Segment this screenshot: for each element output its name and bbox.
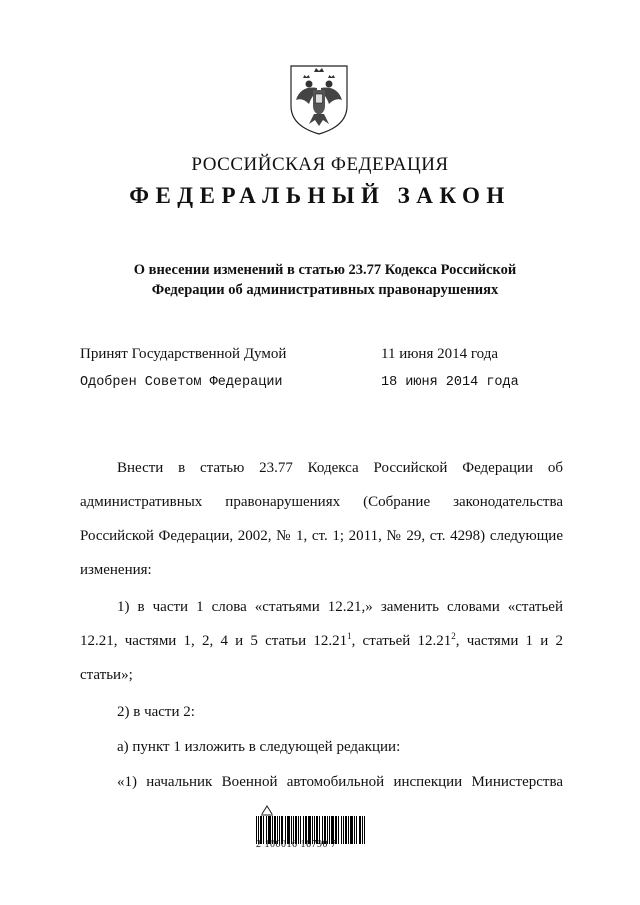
- item-1-text-c: , частями 1 и 2: [455, 633, 563, 649]
- coat-of-arms-emblem: [287, 62, 351, 136]
- law-subject-title: [80, 260, 570, 300]
- duma-label: Принят Государственной Думой: [80, 346, 287, 362]
- country-heading: РОССИЙСКАЯ ФЕДЕРАЦИЯ: [191, 154, 449, 175]
- item-2a-text: а) пункт 1 изложить в следующей редакции:: [117, 739, 401, 755]
- item-2-heading: 2) в части 2:: [117, 704, 195, 720]
- barcode-bar: [338, 816, 339, 844]
- barcode-bar: [362, 816, 363, 844]
- barcode-bar: [350, 816, 353, 844]
- item-1-superscript-1: 1: [347, 631, 352, 641]
- intro-line-1: Внести в статью 23.77 Кодекса Российской Федерации об: [117, 460, 563, 476]
- registry-mark-icon: [260, 804, 274, 816]
- item-1-superscript-2: 2: [451, 631, 456, 641]
- barcode-bar: [348, 816, 349, 844]
- document-type-heading: ФЕДЕРАЛЬНЫЙ ЗАКОН: [129, 183, 511, 208]
- duma-date: 11 июня 2014 года: [381, 346, 498, 362]
- barcode-number: 2 100016 16790 7: [256, 839, 337, 850]
- item-1-line-1: 1) в части 1 слова «статьями 12.21,» заменить словами «статьей: [117, 599, 563, 615]
- council-label: Одобрен Советом Федерации: [80, 375, 283, 390]
- item-1-line-3: статьи»;: [80, 667, 133, 683]
- law-subject-line-2: Федерации об административных правонарушениях: [151, 282, 499, 298]
- intro-line-3: Российской Федерации, 2002, № 1, ст. 1; 2011, № 29, ст. 4298) следующие: [80, 528, 563, 544]
- item-1-text-b: , статьей 12.21: [351, 633, 452, 649]
- law-subject-line-1: О внесении изменений в статью 23.77 Кодекса Российской: [133, 262, 517, 278]
- item-2a-quote: «1) начальник Военной автомобильной инспекции Министерства: [117, 774, 563, 790]
- item-1-text-a: 12.21, частями 1, 2, 4 и 5 статьи 12.21: [80, 633, 348, 649]
- barcode-bar: [343, 816, 344, 844]
- intro-line-4: изменения:: [80, 562, 152, 578]
- intro-line-2: административных правонарушениях (Собрание законодательства: [80, 494, 563, 510]
- barcode-bar: [359, 816, 361, 844]
- barcode-bar: [356, 816, 357, 844]
- item-1-line-2: [80, 631, 563, 651]
- barcode-bar: [354, 816, 355, 844]
- barcode-bar: [341, 816, 342, 844]
- council-date: 18 июня 2014 года: [381, 375, 519, 390]
- barcode-bar: [364, 816, 365, 844]
- barcode-bar: [345, 816, 347, 844]
